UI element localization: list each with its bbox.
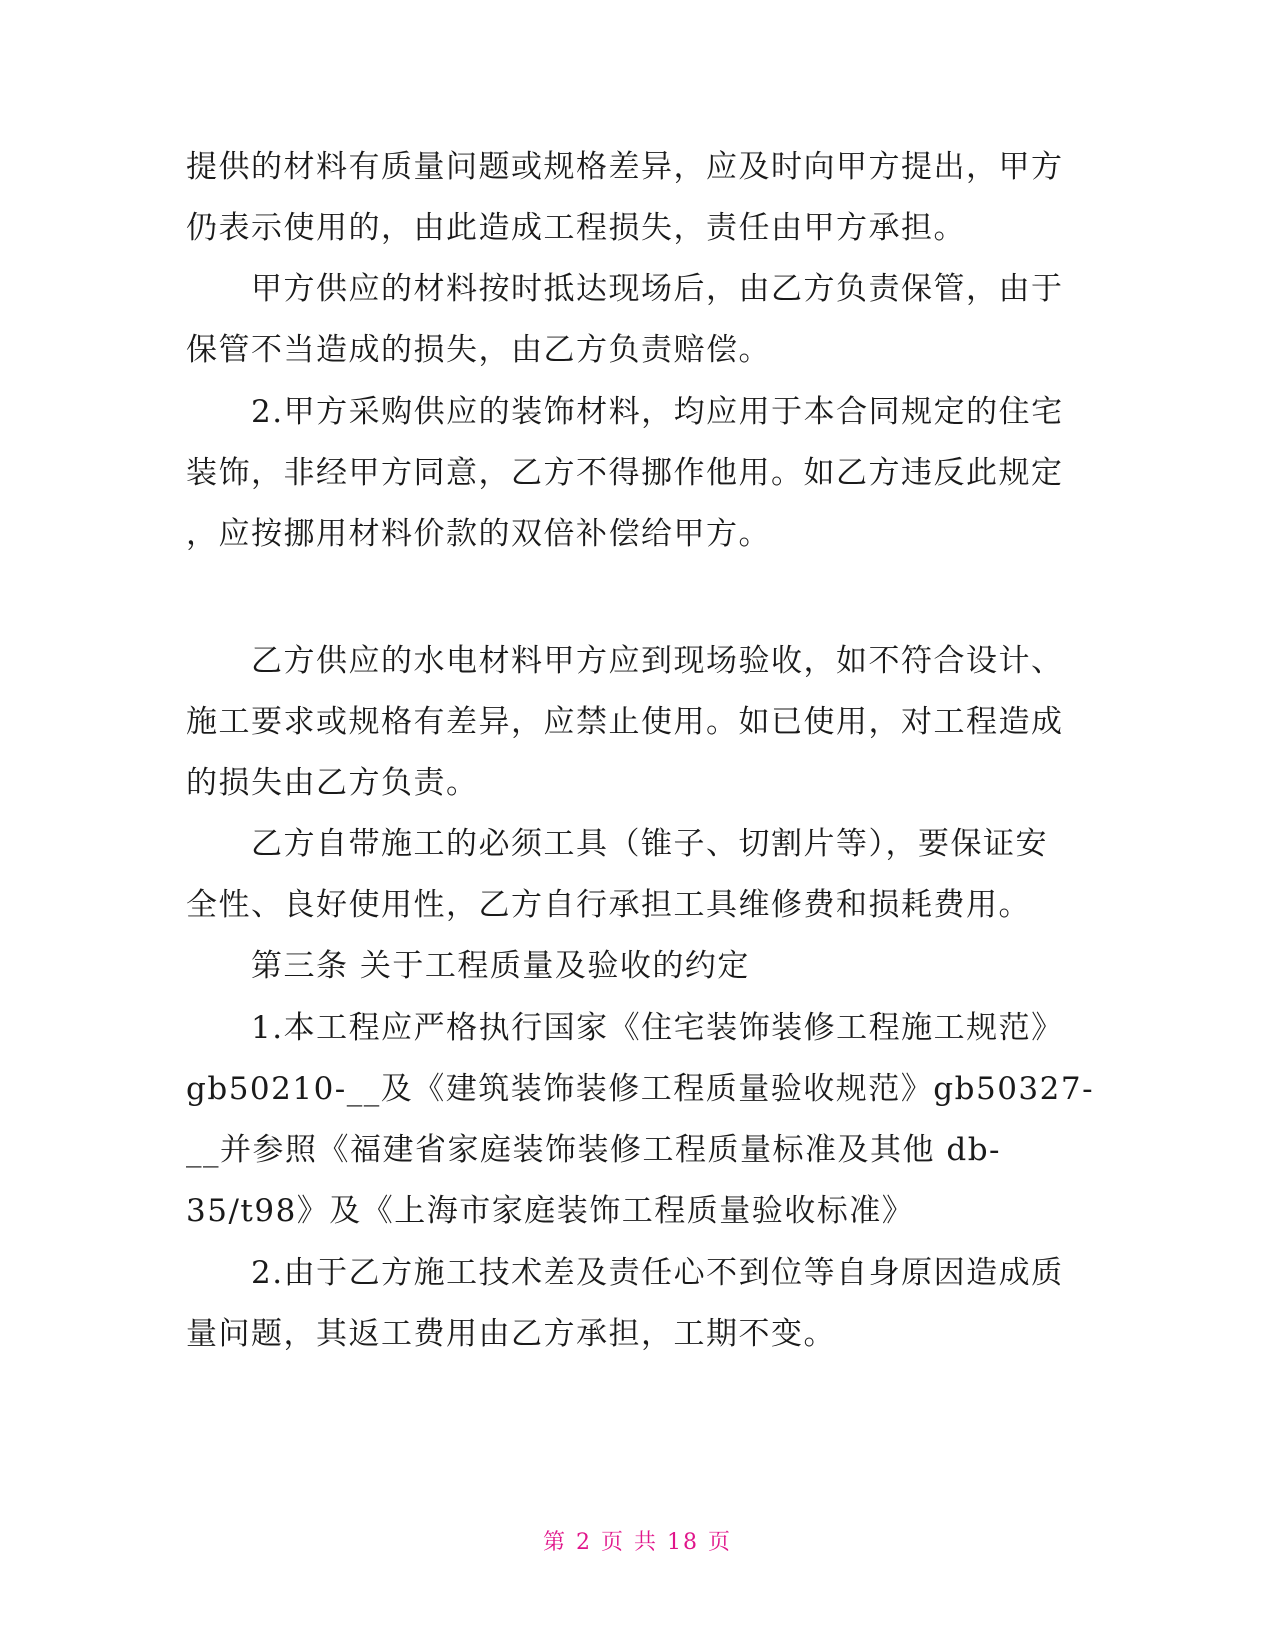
section-heading: 第三条 关于工程质量及验收的约定 xyxy=(186,948,750,984)
body-text-line: 乙方供应的水电材料甲方应到现场验收，如不符合设计、 xyxy=(186,643,1064,679)
body-text-line: 装饰，非经甲方同意，乙方不得挪作他用。如乙方违反此规定 xyxy=(186,455,1064,491)
body-text-line: 35/t98》及《上海市家庭装饰工程质量验收标准》 xyxy=(186,1193,915,1229)
body-text-line: 1.本工程应严格执行国家《住宅装饰装修工程施工规范》 xyxy=(186,1010,1064,1046)
body-text-line: 仍表示使用的，由此造成工程损失，责任由甲方承担。 xyxy=(186,210,966,246)
body-text-line: 2.甲方采购供应的装饰材料，均应用于本合同规定的住宅 xyxy=(186,394,1064,430)
body-text-line: 提供的材料有质量问题或规格差异，应及时向甲方提出，甲方 xyxy=(186,149,1064,185)
body-text-line: 甲方供应的材料按时抵达现场后，由乙方负责保管，由于 xyxy=(186,271,1064,307)
page-number-footer: 第 2 页 共 18 页 xyxy=(543,1530,732,1555)
body-text-line: 乙方自带施工的必须工具（锥子、切割片等），要保证安 xyxy=(186,826,1048,862)
body-text-line: __并参照《福建省家庭装饰装修工程质量标准及其他 db- xyxy=(186,1132,1002,1168)
body-text-line: 施工要求或规格有差异，应禁止使用。如已使用，对工程造成 xyxy=(186,704,1064,740)
body-text-line: 的损失由乙方负责。 xyxy=(186,765,479,801)
body-text-line: gb50210-__及《建筑装饰装修工程质量验收规范》gb50327- xyxy=(186,1071,1095,1107)
body-text-line: 量问题，其返工费用由乙方承担，工期不变。 xyxy=(186,1316,836,1352)
body-text-line: 全性、良好使用性，乙方自行承担工具维修费和损耗费用。 xyxy=(186,887,1031,923)
body-text-line: 保管不当造成的损失，由乙方负责赔偿。 xyxy=(186,332,771,368)
body-text-line: 2.由于乙方施工技术差及责任心不到位等自身原因造成质 xyxy=(186,1255,1064,1291)
body-text-line: ，应按挪用材料价款的双倍补偿给甲方。 xyxy=(186,516,771,552)
